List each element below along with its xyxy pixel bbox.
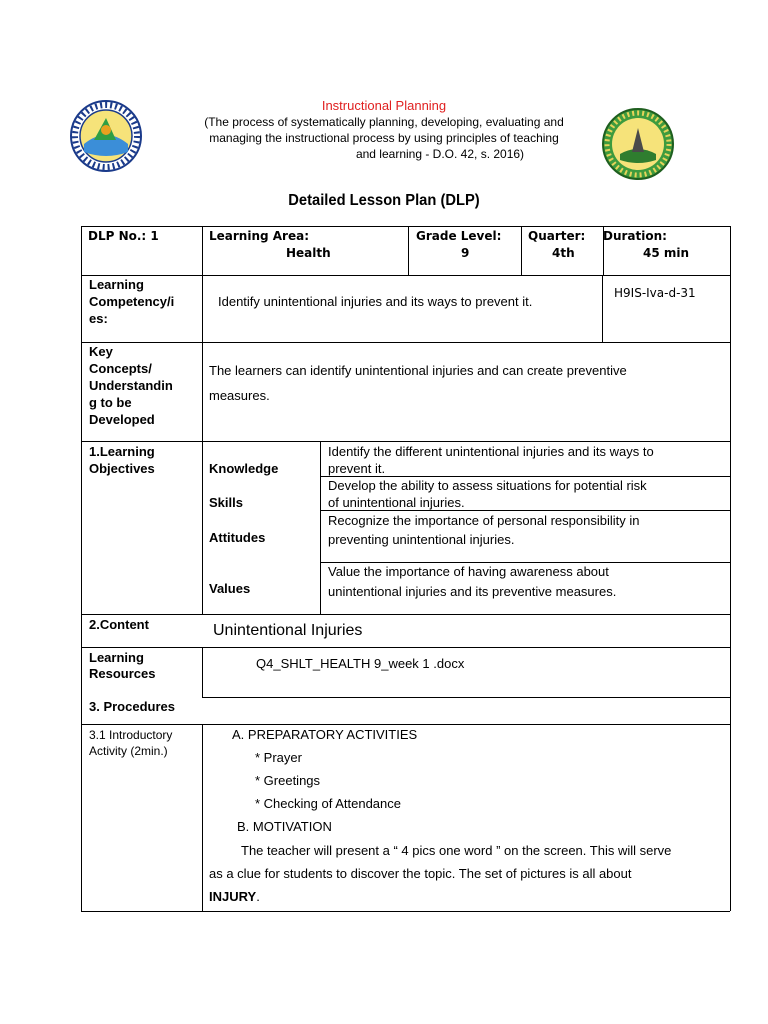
motivation-heading: B. MOTIVATION [237, 819, 332, 834]
objective-domain-skills: Skills [209, 495, 243, 510]
objectives-label-line-1: 1.Learning [89, 444, 155, 459]
objective-knowledge-line-1: Identify the different unintentional injuries and its ways to [328, 444, 654, 459]
header-title: Instructional Planning [321, 98, 447, 113]
key-concepts-label-line-3: Understandin [89, 378, 173, 393]
key-concepts-text-line-2: measures. [209, 388, 270, 403]
competency-label-line-2: Competency/i [89, 294, 175, 309]
grade-level-value: 9 [461, 246, 470, 260]
content-label: 2.Content [89, 617, 149, 632]
prep-item-prayer: * Prayer [255, 750, 302, 765]
intro-activity-label-line-1: 3.1 Introductory [89, 728, 173, 742]
deped-seal-logo [602, 108, 674, 180]
motivation-line-1: The teacher will present a “ 4 pics one word ” on the screen. This will serve [241, 843, 672, 858]
objective-domain-values: Values [209, 581, 251, 596]
key-concepts-label-line-1: Key [89, 344, 113, 359]
competency-label-line-1: Learning [89, 277, 144, 292]
objective-domain-attitudes: Attitudes [209, 530, 266, 545]
quarter-label: Quarter: [528, 229, 586, 243]
objective-skills-line-1: Develop the ability to assess situations for potential risk [328, 478, 647, 493]
resources-label-line-1: Learning [89, 650, 144, 665]
objective-values-line-2: unintentional injuries and its preventive measures. [328, 584, 617, 599]
competency-label-line-3: es: [89, 311, 108, 326]
header-line-3: and learning - D.O. 42, s. 2016) [355, 147, 525, 161]
key-concepts-text-line-1: The learners can identify unintentional injuries and can create preventive [209, 363, 627, 378]
duration-value: 45 min [643, 246, 690, 260]
plan-title: Detailed Lesson Plan (DLP) [288, 192, 480, 209]
key-concepts-label-line-2: Concepts/ [89, 361, 152, 376]
learning-area-label: Learning Area: [209, 229, 310, 243]
resources-label-line-2: Resources [89, 666, 156, 681]
objective-attitudes-line-2: preventing unintentional injuries. [328, 532, 515, 547]
grade-level-label: Grade Level: [416, 229, 502, 243]
learning-area-value: Health [286, 246, 331, 260]
procedures-label: 3. Procedures [89, 699, 175, 714]
objective-skills-line-2: of unintentional injuries. [328, 495, 465, 510]
objectives-label-line-2: Objectives [89, 461, 155, 476]
objective-domain-knowledge: Knowledge [209, 461, 279, 476]
content-text: Unintentional Injuries [213, 622, 363, 639]
motivation-line-3 [209, 889, 260, 905]
key-concepts-label-line-4: g to be [89, 395, 132, 410]
duration-label: Duration: [603, 229, 667, 243]
objective-attitudes-line-1: Recognize the importance of personal responsibility in [328, 513, 640, 528]
dlp-number: DLP No.: 1 [88, 229, 159, 243]
prep-item-attendance: * Checking of Attendance [255, 796, 401, 811]
resources-text: Q4_SHLT_HEALTH 9_week 1 .docx [256, 656, 465, 671]
objective-knowledge-line-2: prevent it. [328, 461, 386, 476]
preparatory-heading: A. PREPARATORY ACTIVITIES [232, 727, 418, 742]
motivation-period: . [256, 889, 260, 904]
competency-code: H9IS-Iva-d-31 [614, 286, 696, 300]
competency-text: Identify unintentional injuries and its ways to prevent it. [218, 294, 533, 309]
intro-activity-label-line-2: Activity (2min.) [89, 744, 168, 758]
motivation-line-2: as a clue for students to discover the topic. The set of pictures is all about [209, 866, 632, 881]
prep-item-greetings: * Greetings [255, 773, 321, 788]
key-concepts-label-line-5: Developed [89, 412, 155, 427]
header-line-2: managing the instructional process by using principles of teaching [209, 131, 559, 145]
motivation-topic: INJURY [209, 889, 257, 904]
header-line-1: (The process of systematically planning, developing, evaluating and [204, 115, 564, 129]
quarter-value: 4th [552, 246, 575, 260]
objective-values-line-1: Value the importance of having awareness about [328, 564, 609, 579]
